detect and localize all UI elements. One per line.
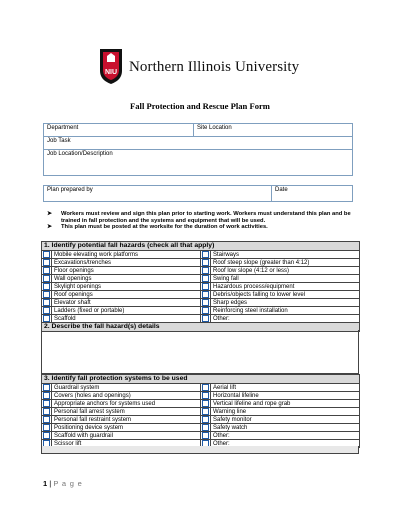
- checklist-row: [42, 307, 360, 315]
- checklist-label: Roof low slope (4:12 or less): [211, 267, 360, 275]
- checkbox[interactable]: [43, 283, 50, 290]
- checklist-label: Personal fall restraint system: [52, 416, 201, 424]
- checkbox[interactable]: [202, 251, 209, 258]
- checklist-label: Hazardous process/equipment: [211, 283, 360, 291]
- protection-systems-table: [41, 374, 360, 448]
- checkbox-cell: [42, 291, 52, 299]
- checklist-label: Ladders (fixed or portable): [52, 307, 201, 315]
- system-rows: [42, 384, 360, 448]
- checkbox-cell: [42, 299, 52, 307]
- checkbox[interactable]: [202, 291, 209, 298]
- checklist-label: Other:: [211, 432, 360, 440]
- checklist-row: [42, 259, 360, 267]
- arrow-bullet-icon: ➤: [47, 211, 52, 217]
- checkbox[interactable]: [43, 291, 50, 298]
- checkbox-cell: [201, 408, 211, 416]
- checkbox[interactable]: [202, 299, 209, 306]
- checklist-label: Elevator shaft: [52, 299, 201, 307]
- checklist-row: [42, 384, 360, 392]
- checklist-row: [42, 299, 360, 307]
- checkbox-cell: [42, 251, 52, 259]
- checklist-label: Safety watch: [211, 424, 360, 432]
- checkbox-cell: [42, 392, 52, 400]
- checklist-label: Skylight openings: [52, 283, 201, 291]
- checkbox[interactable]: [202, 307, 209, 314]
- checkbox-cell: [42, 416, 52, 424]
- checkbox[interactable]: [43, 424, 50, 431]
- checklist-label: Warning line: [211, 408, 360, 416]
- checkbox-cell: [201, 275, 211, 283]
- checklist-label: Positioning device system: [52, 424, 201, 432]
- checkbox-cell: [201, 392, 211, 400]
- checklist-row: [42, 251, 360, 259]
- checklist-label: Sharp edges: [211, 299, 360, 307]
- checkbox[interactable]: [202, 400, 209, 407]
- checkbox[interactable]: [202, 432, 209, 439]
- prepared-table: [43, 185, 353, 202]
- instruction-item: ➤ This plan must be posted at the worksite for the duration of work activities.: [47, 224, 268, 231]
- checkbox[interactable]: [43, 315, 50, 322]
- section1-heading: 1. Identify potential fall hazards (check all that apply): [42, 242, 360, 251]
- checkbox[interactable]: [202, 267, 209, 274]
- checkbox[interactable]: [202, 392, 209, 399]
- checkbox-cell: [42, 432, 52, 440]
- checklist-row: [42, 315, 360, 323]
- checkbox[interactable]: [202, 315, 209, 322]
- checkbox[interactable]: [43, 299, 50, 306]
- checkbox-cell: [42, 315, 52, 323]
- checkbox-cell: [201, 291, 211, 299]
- checkbox[interactable]: [43, 384, 50, 391]
- page-footer: [43, 479, 83, 488]
- hazard-rows: [42, 251, 360, 323]
- hazard-details-field[interactable]: [41, 330, 359, 374]
- date-field[interactable]: Date: [272, 186, 353, 202]
- checklist-label: Scaffold with guardrail: [52, 432, 201, 440]
- checklist-label: Other:: [211, 315, 360, 323]
- checkbox-cell: [42, 267, 52, 275]
- checklist-label: Other:: [211, 440, 360, 448]
- checkbox-cell: [201, 384, 211, 392]
- checkbox-cell: [42, 275, 52, 283]
- job-info-table: [43, 123, 353, 176]
- checkbox[interactable]: [43, 400, 50, 407]
- checklist-row: [42, 275, 360, 283]
- checkbox-cell: [42, 424, 52, 432]
- checkbox[interactable]: [202, 259, 209, 266]
- checkbox-cell: [42, 384, 52, 392]
- form-title: Fall Protection and Rescue Plan Form: [130, 101, 270, 111]
- checklist-label: Mobile elevating work platforms: [52, 251, 201, 259]
- checkbox-cell: [201, 416, 211, 424]
- checkbox-cell: [201, 400, 211, 408]
- checkbox[interactable]: [43, 408, 50, 415]
- university-name: Northern Illinois University: [129, 59, 300, 75]
- checklist-label: Wall openings: [52, 275, 201, 283]
- checklist-label: Excavations/trenches: [52, 259, 201, 267]
- checklist-row: [42, 416, 360, 424]
- checkbox[interactable]: [43, 251, 50, 258]
- checkbox-cell: [42, 400, 52, 408]
- checklist-label: Aerial lift: [211, 384, 360, 392]
- checkbox[interactable]: [43, 259, 50, 266]
- checkbox-cell: [201, 307, 211, 315]
- checkbox[interactable]: [43, 275, 50, 282]
- instruction-item: ➤ Workers must review and sign this plan prior to starting work. Workers must understand this plan and be trained in fall protection and the systems and equipment that will be used.: [47, 211, 351, 224]
- instructions-list: [47, 211, 357, 231]
- checklist-label: Personal fall arrest system: [52, 408, 201, 416]
- checklist-row: [42, 392, 360, 400]
- checklist-label: Horizontal lifeline: [211, 392, 360, 400]
- niu-seal-icon: [98, 47, 124, 85]
- section3-heading: 3. Identify fall protection systems to be used: [42, 375, 360, 384]
- checklist-row: [42, 424, 360, 432]
- checkbox[interactable]: [202, 424, 209, 431]
- section2-heading: 2. Describe the fall hazard(s) details: [42, 323, 360, 332]
- checklist-label: Roof openings: [52, 291, 201, 299]
- checkbox[interactable]: [43, 432, 50, 439]
- checkbox-cell: [201, 432, 211, 440]
- checklist-label: Safety monitor: [211, 416, 360, 424]
- checklist-row: [42, 267, 360, 275]
- site-location-field[interactable]: Site Location: [194, 124, 353, 137]
- checkbox-cell: [42, 307, 52, 315]
- checklist-label: Scaffold: [52, 315, 201, 323]
- checklist-label: Roof steep slope (greater than 4:12): [211, 259, 360, 267]
- checklist-label: Appropriate anchors for systems used: [52, 400, 201, 408]
- checklist-label: Reinforcing steel installation: [211, 307, 360, 315]
- fall-hazards-table: [41, 241, 360, 332]
- table-bottom-row: [41, 446, 359, 454]
- job-task-field[interactable]: Job Task: [44, 137, 353, 150]
- arrow-bullet-icon: ➤: [47, 224, 52, 231]
- checkbox-cell: [201, 259, 211, 267]
- checklist-label: Guardrail system: [52, 384, 201, 392]
- checklist-label: Stairways: [211, 251, 360, 259]
- checkbox-cell: [42, 259, 52, 267]
- page-separator: |: [49, 479, 52, 488]
- checkbox[interactable]: [202, 283, 209, 290]
- svg-text:NIU: NIU: [104, 69, 118, 76]
- checkbox[interactable]: [43, 392, 50, 399]
- checklist-row: [42, 291, 360, 299]
- checkbox[interactable]: [202, 416, 209, 423]
- checkbox-cell: [201, 315, 211, 323]
- page-number: 1: [43, 479, 48, 488]
- checklist-label: Debris/objects falling to lower level: [211, 291, 360, 299]
- checkbox-cell: [201, 267, 211, 275]
- checklist-label: Scissor lift: [52, 440, 201, 448]
- checkbox[interactable]: [43, 416, 50, 423]
- page-label: P a g e: [53, 479, 83, 488]
- checklist-row: [42, 432, 360, 440]
- plan-prepared-by-field[interactable]: Plan prepared by: [44, 186, 272, 202]
- checklist-row: [42, 400, 360, 408]
- department-field[interactable]: Department: [44, 124, 194, 137]
- checklist-label: Vertical lifeline and rope grab: [211, 400, 360, 408]
- checkbox-cell: [201, 424, 211, 432]
- checkbox[interactable]: [202, 384, 209, 391]
- checkbox-cell: [42, 283, 52, 291]
- university-logo: [98, 47, 304, 87]
- checkbox-cell: [201, 251, 211, 259]
- checkbox-cell: [201, 299, 211, 307]
- checkbox-cell: [201, 283, 211, 291]
- checklist-label: Covers (holes and openings): [52, 392, 201, 400]
- checkbox[interactable]: [202, 408, 209, 415]
- checklist-row: [42, 283, 360, 291]
- checklist-label: Swing fall: [211, 275, 360, 283]
- job-location-field[interactable]: Job Location/Description: [44, 150, 353, 176]
- checkbox-cell: [42, 408, 52, 416]
- checkbox[interactable]: [43, 267, 50, 274]
- checkbox[interactable]: [43, 307, 50, 314]
- checklist-row: [42, 408, 360, 416]
- checklist-label: Floor openings: [52, 267, 201, 275]
- checkbox[interactable]: [202, 275, 209, 282]
